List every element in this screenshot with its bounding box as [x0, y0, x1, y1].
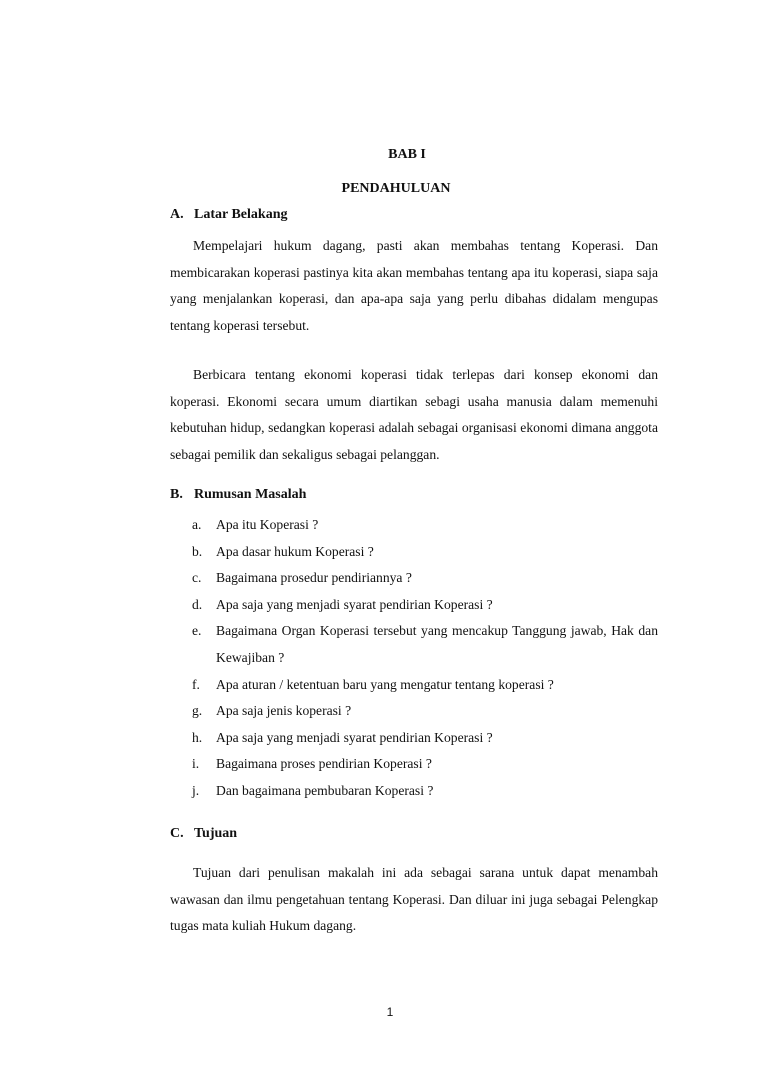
- page-number: 1: [386, 1005, 394, 1019]
- section-c-title: Tujuan: [194, 826, 238, 841]
- list-item: [192, 539, 658, 566]
- list-marker: a.: [192, 517, 202, 532]
- list-item-text: Apa itu Koperasi ?: [216, 517, 319, 532]
- section-c-letter: C.: [170, 826, 184, 841]
- list-item: [192, 725, 658, 752]
- list-marker: j.: [192, 782, 200, 798]
- list-item: [192, 672, 658, 699]
- chapter-label: BAB I: [388, 147, 426, 162]
- list-item-text: Bagaimana Organ Koperasi tersebut yang mencakup Tanggung jawab, Hak dan Kewajiban ?: [216, 623, 658, 665]
- list-item-text: Dan bagaimana pembubaran Koperasi ?: [216, 782, 434, 798]
- list-item: [192, 592, 658, 619]
- list-item-text: Bagaimana prosedur pendiriannya ?: [216, 570, 412, 586]
- list-item: [192, 565, 658, 592]
- list-item-text: Apa dasar hukum Koperasi ?: [216, 543, 374, 559]
- section-c-heading: [170, 826, 237, 842]
- section-b-letter: B.: [170, 487, 183, 502]
- section-b-title: Rumusan Masalah: [194, 487, 307, 502]
- list-item-text: Apa aturan / ketentuan baru yang mengatur tentang koperasi ?: [216, 676, 554, 692]
- section-a-paragraph-1: Mempelajari hukum dagang, pasti akan membahas tentang Koperasi. Dan membicarakan koperasi pastinya kita akan membahas tentang apa itu koperasi, siapa saja yang menjalankan koperasi, dan apa-apa saja yang perlu dibahas didalam mengupas tentang koperasi tersebut.: [170, 238, 658, 333]
- list-marker: d.: [192, 596, 203, 612]
- list-item-text: Apa saja yang menjadi syarat pendirian Koperasi ?: [216, 729, 493, 745]
- list-marker: g.: [192, 703, 203, 719]
- section-a-paragraph-2: Berbicara tentang ekonomi koperasi tidak terlepas dari konsep ekonomi dan koperasi. Ekonomi secara umum diartikan sebagi usaha manusia dalam memenuhi kebutuhan hidup, sedangkan koperasi adalah sebagai organisasi ekonomi dimana anggota sebagai pemilik dan sekaligus sebagai pelanggan.: [170, 367, 658, 462]
- list-marker: c.: [192, 570, 202, 586]
- list-item: [192, 618, 658, 671]
- section-a-letter: A.: [170, 207, 184, 222]
- list-marker: i.: [192, 756, 200, 772]
- list-item: [192, 698, 658, 725]
- section-a-heading: [170, 207, 287, 223]
- list-marker: b.: [192, 543, 203, 559]
- list-marker: h.: [192, 729, 203, 745]
- list-item: [192, 512, 658, 539]
- list-item-text: Bagaimana proses pendirian Koperasi ?: [216, 756, 432, 772]
- list-item: [192, 751, 658, 778]
- list-item-text: Apa saja yang menjadi syarat pendirian Koperasi ?: [216, 596, 493, 612]
- chapter-title: PENDAHULUAN: [341, 181, 451, 196]
- section-b-heading: [170, 487, 306, 503]
- list-marker: f.: [192, 676, 200, 692]
- list-marker: e.: [192, 623, 202, 639]
- section-c-paragraph-1: Tujuan dari penulisan makalah ini ada sebagai sarana untuk dapat menambah wawasan dan ilmu pengetahuan tentang Koperasi. Dan diluar ini juga sebagai Pelengkap tugas mata kuliah Hukum dagang.: [170, 865, 658, 934]
- list-item-text: Apa saja jenis koperasi ?: [216, 703, 352, 719]
- section-a-title: Latar Belakang: [194, 207, 288, 222]
- problem-list: [192, 512, 658, 805]
- list-item: [192, 778, 658, 805]
